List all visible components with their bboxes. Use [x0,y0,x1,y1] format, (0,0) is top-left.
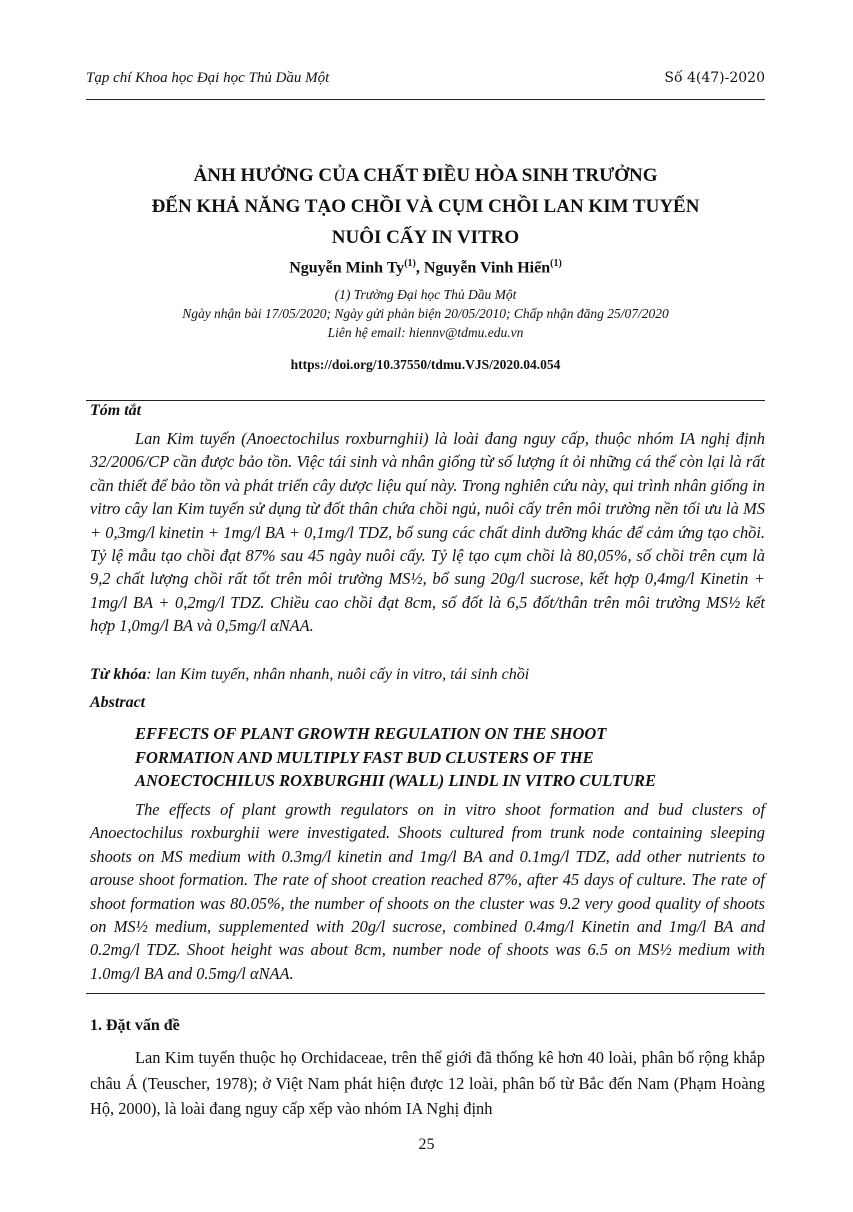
summary-label: Tóm tắt [90,402,142,419]
author-separator: , [415,259,424,277]
title-line-1: ẢNH HƯỞNG CỦA CHẤT ĐIỀU HÒA SINH TRƯỞNG [193,165,658,186]
keywords [90,666,765,684]
keywords-label: Từ khóa [90,666,147,683]
contact-email: Liên hệ email: hiennv@tdmu.edu.vn [327,325,524,340]
journal-name: Tạp chí Khoa học Đại học Thủ Dầu Một [86,70,330,86]
keywords-text: : lan Kim tuyến, nhân nhanh, nuôi cấy in vitro, tái sinh chồi [146,666,530,683]
doi-link[interactable]: https://doi.org/10.37550/tdmu.VJS/2020.04.054 [290,357,561,372]
title-line-2: ĐẾN KHẢ NĂNG TẠO CHỒI VÀ CỤM CHỒI LAN KIM TUYẾN [151,196,700,217]
english-title-line-2: FORMATION AND MULTIPLY FAST BUD CLUSTERS OF THE [135,747,594,767]
section-body-text: Lan Kim tuyến thuộc họ Orchidaceae, trên thế giới đã thống kê hơn 40 loài, phân bố rộng khắp châu Á (Teuscher, 1978); ở Việt Nam phát hiện được 12 loài, phân bố từ Bắc đến Nam (Phạm Hoàng Hộ, 2000), là loài đang nguy cấp xếp vào nhóm IA Nghị định [90,1048,765,1118]
author-1: Nguyễn Minh Ty [289,259,405,277]
english-title-line-3: ANOECTOCHILUS ROXBURGHII (WALL) LINDL IN VITRO CULTURE [135,771,657,790]
author-2-affiliation-mark: (1) [550,258,562,269]
title-line-3: NUÔI CẤY IN VITRO [331,227,520,248]
issue-number: Số 4(47)-2020 [664,70,765,86]
summary-text: Lan Kim tuyến (Anoectochilus roxburnghii) là loài đang nguy cấp, thuộc nhóm IA nghị định 32/2006/CP cần được bảo tồn. Việc tái sinh và nhân giống từ số lượng ít ỏi những cá thể còn lại là rất cần thiết để bảo tồn và phát triển cây dược liệu quí này. Trong nghiên cứu này, qui trình nhân giống in vitro cây lan Kim tuyến sử dụng từ đốt thân chứa chồi ngủ, nuôi cấy trên môi trường nền tối ưu là MS + 0,3mg/l kinetin + 1mg/l BA + 0,1mg/l TDZ, bổ sung các chất dinh dưỡng khác để cảm ứng tạo chồi. Tỷ lệ mẫu tạo chồi đạt 87% sau 45 ngày nuôi cấy. Tỷ lệ tạo cụm chồi là 80,05%, số chồi trên cụm là 9,2 chất lượng chồi rất tốt trên môi trường MS½, bổ sung 20g/l sucrose, kết hợp 0,4mg/l Kinetin + 1mg/l BA + 0,2mg/l TDZ. Chiều cao chồi đạt 8cm, số đốt là 6,5 đốt/thân trên môi trường MS½ kết hợp 1,0mg/l BA và 0,5mg/l αNAA. [90,429,765,636]
author-list [86,258,765,277]
running-header [86,70,765,92]
summary-top-rule [86,400,765,401]
page-number: 25 [418,1136,435,1153]
article-title [86,160,765,253]
english-title [135,722,765,793]
english-title-line-1: EFFECTS OF PLANT GROWTH REGULATION ON THE SHOOT [135,724,607,743]
section-heading: 1. Đặt vấn đề [90,1017,180,1034]
submission-dates: Ngày nhận bài 17/05/2020; Ngày gửi phản biện 20/05/2010; Chấp nhận đăng 25/07/2020 [182,306,669,321]
abstract-text: The effects of plant growth regulators on in vitro shoot formation and bud clusters of Anoectochilus roxburghii were investigated. Shoots cultured from trunk node containing sleeping shoots on MS medium with 0.3mg/l kinetin and 1mg/l BA and 0.1mg/l TDZ, add other nutrients to arouse shoot formation. The rate of shoot creation reached 87%, after 45 days of culture. The rate of shoot formation was 80.05%, the number of shoots on the cluster was 9.2 very good quality of shoots on MS½ medium, supplemented with 20g/l sucrose, combined 0.4mg/l Kinetin and 1mg/l BA and 0.2mg/l TDZ. Shoot height was about 8cm, number node of shoots was 6.5 on MS½ medium with 1.0mg/l BA and 0.5mg/l αNAA. [90,800,765,983]
abstract-bottom-rule [86,993,765,994]
abstract-label: Abstract [90,694,146,711]
affiliation: (1) Trường Đại học Thủ Dầu Một [334,287,517,302]
header-rule [86,99,765,100]
author-2: Nguyễn Vinh Hiển [423,259,551,277]
author-1-affiliation-mark: (1) [404,258,416,269]
